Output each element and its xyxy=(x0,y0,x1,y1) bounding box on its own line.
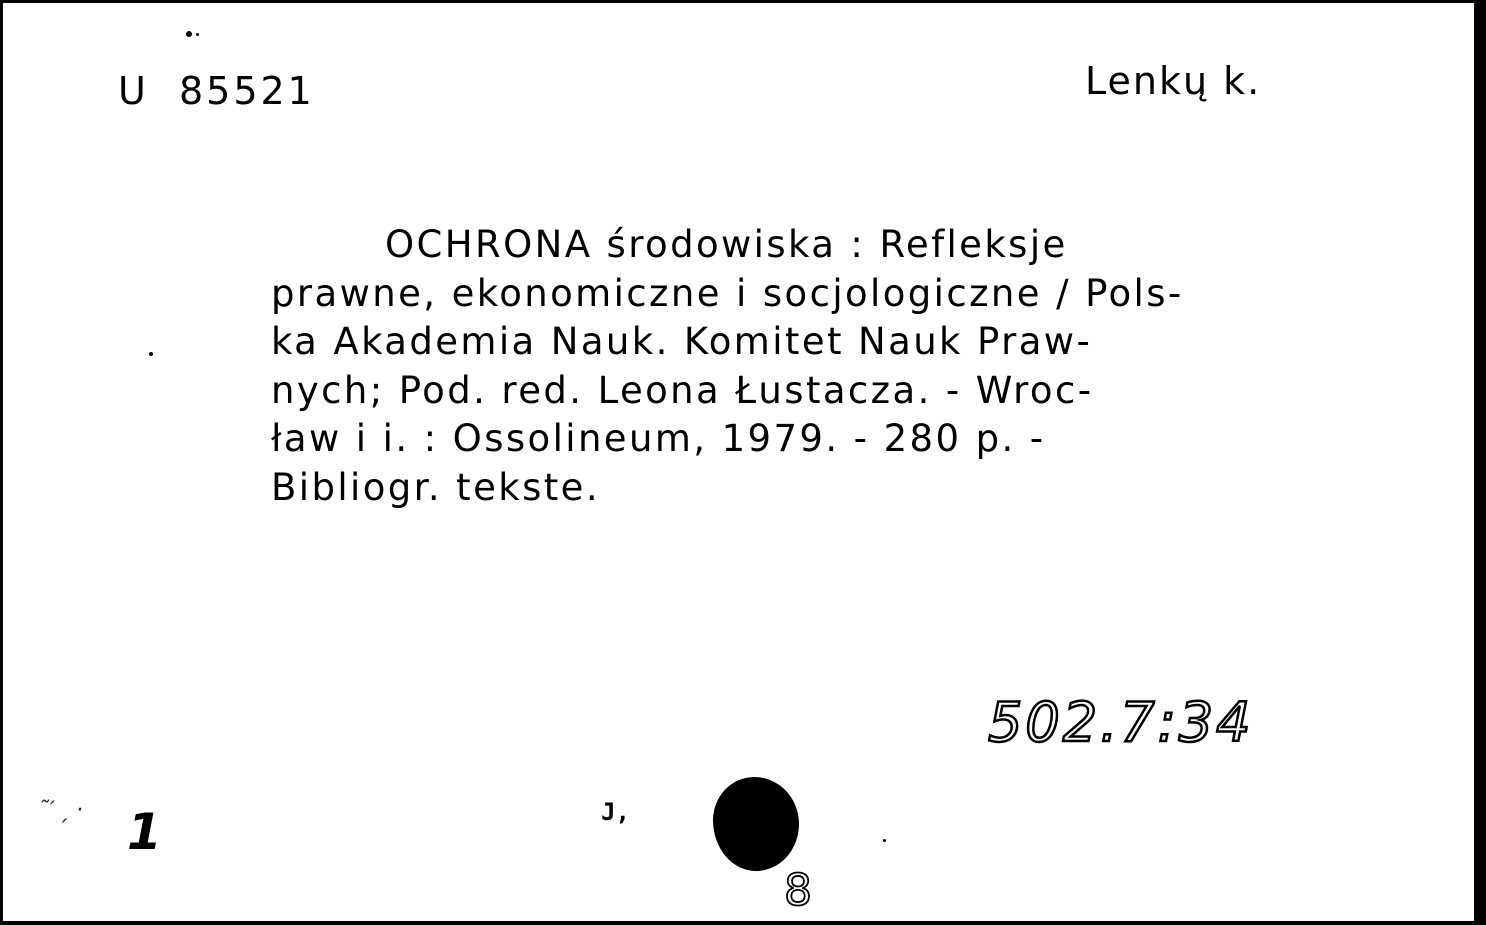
ink-speck xyxy=(149,352,153,356)
handwritten-number: 8 xyxy=(784,865,812,916)
entry-line: ław i i. : Ossolineum, 1979. - 280 p. - xyxy=(271,417,1046,460)
handwritten-marks: ˜′ˏ · xyxy=(38,798,84,823)
handwritten-mark: J, xyxy=(601,798,630,826)
call-number: U 85521 xyxy=(118,69,315,113)
location-label: Lenkų k. xyxy=(1085,59,1262,103)
entry-line: ka Akademia Nauk. Komitet Nauk Praw- xyxy=(271,320,1093,363)
classification-number: 502.7:34 xyxy=(988,691,1254,754)
entry-line: prawne, ekonomiczne i socjologiczne / Pols- xyxy=(271,271,1184,315)
bibliographic-entry xyxy=(271,221,1471,512)
ink-speck xyxy=(883,839,886,842)
ink-speck xyxy=(196,33,199,36)
entry-line: Bibliogr. tekste. xyxy=(271,465,600,509)
entry-line: nych; Pod. red. Leona Łustacza. - Wroc- xyxy=(271,368,1094,412)
punch-hole xyxy=(713,777,799,871)
entry-line: OCHRONA środowiska : Refleksje xyxy=(385,223,1068,266)
ink-speck xyxy=(186,31,192,37)
handwritten-number: 1 xyxy=(127,803,162,861)
